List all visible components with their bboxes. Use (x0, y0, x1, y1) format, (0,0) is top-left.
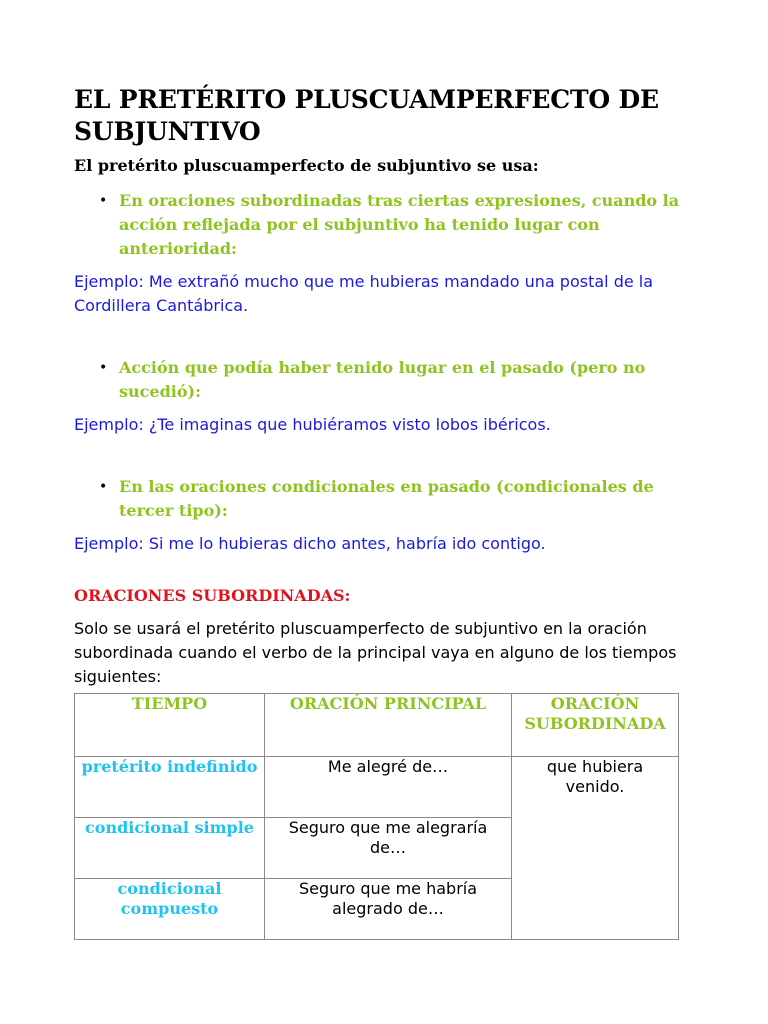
use-bullet-1: • En oraciones subordinadas tras ciertas expresiones, cuando la acción reflejada por el subjuntivo ha tenido lugar con anterioridad: (74, 189, 694, 261)
principal-cell: Me alegré de… (265, 757, 512, 818)
table-row (75, 757, 679, 818)
header-principal: ORACIÓN PRINCIPAL (265, 694, 512, 757)
usage-intro: El pretérito pluscuamperfecto de subjuntivo se usa: (74, 156, 539, 175)
document-page (74, 84, 694, 940)
use-bullet-3: • En las oraciones condicionales en pasado (condicionales de tercer tipo): (74, 475, 694, 523)
example-3: Ejemplo: Si me lo hubieras dicho antes, habría ido contigo. (74, 534, 546, 553)
tiempo-cell: condicional simple (75, 818, 265, 879)
example-2: Ejemplo: ¿Te imaginas que hubiéramos visto lobos ibéricos. (74, 415, 551, 434)
header-tiempo: TIEMPO (75, 694, 265, 757)
tense-table (74, 693, 679, 940)
document-title: EL PRETÉRITO PLUSCUAMPERFECTO DE SUBJUNTIVO (74, 85, 659, 146)
tiempo-cell: pretérito indefinido (75, 757, 265, 818)
use-list-3 (74, 475, 694, 523)
principal-cell: Seguro que me habría alegrado de… (265, 879, 512, 940)
principal-cell: Seguro que me alegraría de… (265, 818, 512, 879)
section-heading: ORACIONES SUBORDINADAS: (74, 586, 351, 605)
section-text: Solo se usará el pretérito pluscuamperfecto de subjuntivo en la oración subordinada cuando el verbo de la principal vaya en alguno de los tiempos siguientes: (74, 619, 677, 686)
example-1: Ejemplo: Me extrañó mucho que me hubieras mandado una postal de la Cordillera Cantábrica. (74, 272, 654, 315)
use-list-1 (74, 189, 694, 261)
use-bullet-2: • Acción que podía haber tenido lugar en el pasado (pero no sucedió): (74, 356, 694, 404)
table-header-row (75, 694, 679, 757)
header-subordinada: ORACIÓN SUBORDINADA (512, 694, 679, 757)
tiempo-cell: condicional compuesto (75, 879, 265, 940)
subordinada-cell: que hubiera venido. (512, 757, 679, 940)
use-list-2 (74, 356, 694, 404)
